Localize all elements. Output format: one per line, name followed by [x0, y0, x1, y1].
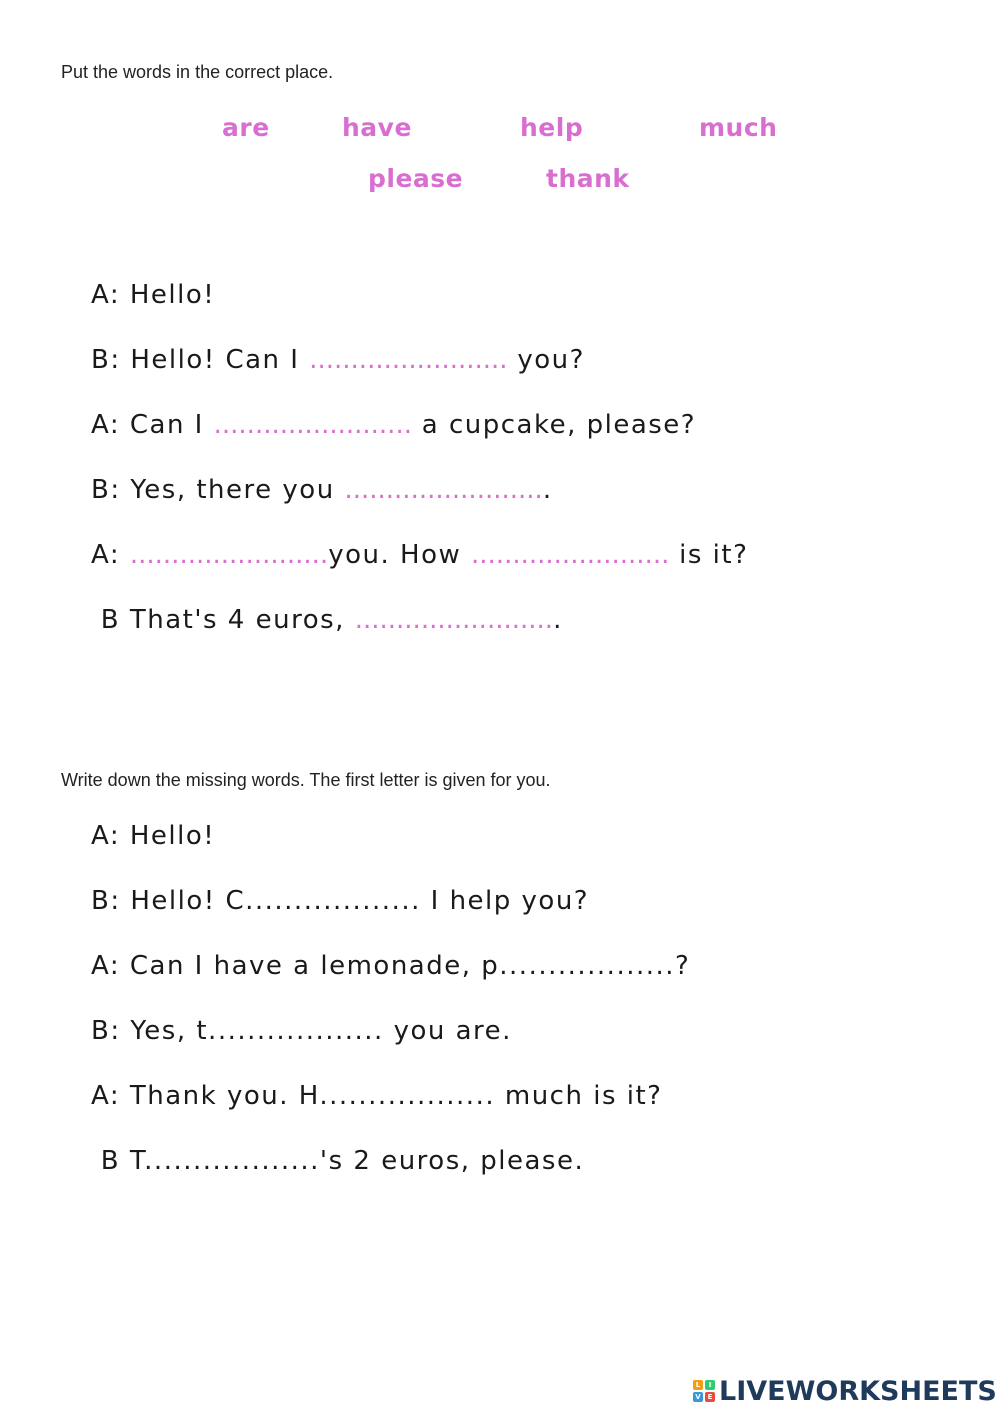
- dialogue-line: [91, 605, 563, 635]
- answer-blank[interactable]: ........................: [471, 540, 670, 570]
- line-text: A: Hello!: [91, 280, 216, 310]
- line-text: B That's 4 euros,: [91, 605, 355, 635]
- section2-instruction: Write down the missing words. The first letter is given for you.: [61, 770, 551, 790]
- dialogue-line: [91, 475, 553, 505]
- line-text: you. How: [328, 540, 472, 570]
- line-text: .: [542, 475, 553, 505]
- word-bank-item[interactable]: please: [368, 164, 464, 193]
- line-text: a cupcake, please?: [411, 410, 697, 440]
- line-text: B: Yes, there you: [91, 475, 345, 505]
- answer-blank[interactable]: ........................: [344, 475, 543, 505]
- line-text: you?: [507, 345, 585, 375]
- liveworksheets-logo: [693, 1374, 997, 1408]
- section1-instruction: Put the words in the correct place.: [61, 62, 334, 82]
- dialogue-line[interactable]: B: Yes, t.................. you are.: [91, 1016, 512, 1046]
- line-text: is it?: [669, 540, 749, 570]
- word-bank-item[interactable]: are: [222, 113, 270, 142]
- logo-icon-tile: E: [705, 1392, 715, 1402]
- word-bank-item[interactable]: have: [342, 113, 412, 142]
- logo-icon-tile: L: [693, 1380, 703, 1390]
- line-text: A:: [91, 540, 130, 570]
- logo-icon-tile: I: [705, 1380, 715, 1390]
- answer-blank[interactable]: ........................: [309, 345, 508, 375]
- answer-blank[interactable]: ........................: [354, 605, 554, 635]
- dialogue-line: A: Hello!: [91, 821, 216, 851]
- answer-blank[interactable]: ........................: [129, 540, 329, 570]
- dialogue-line[interactable]: A: Can I have a lemonade, p..................?: [91, 951, 691, 981]
- line-text: A: Can I: [91, 410, 214, 440]
- logo-icon: [693, 1380, 715, 1402]
- dialogue-line: [91, 410, 696, 440]
- answer-blank[interactable]: ........................: [213, 410, 412, 440]
- logo-text: LIVEWORKSHEETS: [719, 1375, 997, 1407]
- word-bank-item[interactable]: thank: [546, 164, 630, 193]
- word-bank-item[interactable]: much: [699, 113, 778, 142]
- dialogue-line: [91, 345, 585, 375]
- dialogue-line[interactable]: B: Hello! C.................. I help you?: [91, 886, 590, 916]
- dialogue-line: [91, 280, 215, 310]
- word-bank-item[interactable]: help: [520, 113, 584, 142]
- dialogue-line: [91, 540, 748, 570]
- line-text: B: Hello! Can I: [91, 345, 310, 375]
- dialogue-line[interactable]: B T..................'s 2 euros, please.: [91, 1146, 585, 1176]
- logo-icon-tile: V: [693, 1392, 703, 1402]
- dialogue-line[interactable]: A: Thank you. H.................. much is it?: [91, 1081, 663, 1111]
- line-text: .: [553, 605, 563, 635]
